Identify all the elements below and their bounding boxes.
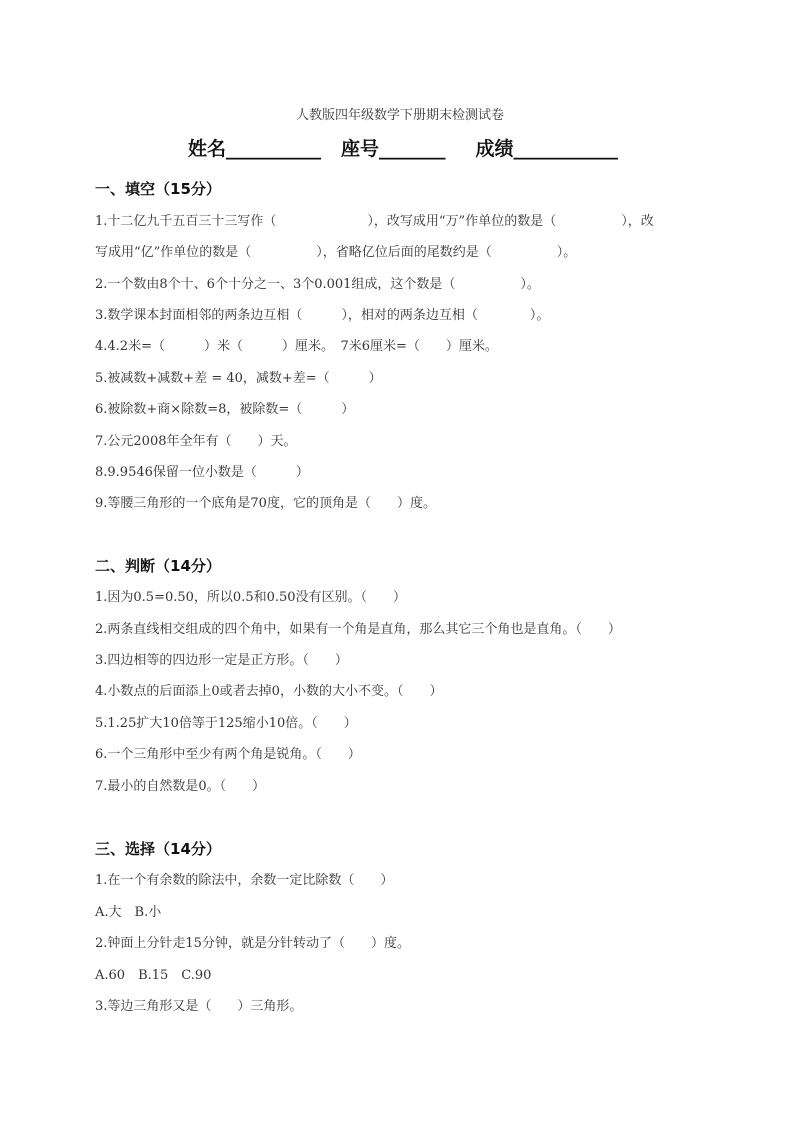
question-line: 5.1.25扩大10倍等于125缩小10倍。（ ） — [95, 716, 357, 731]
exam-title: 人教版四年级数学下册期末检测试卷 — [295, 108, 504, 123]
section-title-fill-blank: 一、填空（15分） — [95, 180, 221, 198]
question-line: 6.一个三角形中至少有两个角是锐角。（ ） — [95, 747, 361, 762]
question-line: 3.等边三角形又是（ ）三角形。 — [95, 999, 303, 1014]
question-line: 4.小数点的后面添上0或者去掉0，小数的大小不变。（ ） — [95, 684, 443, 699]
score-field[interactable]: 成绩___________ — [475, 138, 619, 160]
name-field[interactable]: 姓名__________ — [188, 138, 322, 160]
choice-options: A.大 B.小 — [95, 905, 162, 920]
question-line: 8.9.9546保留一位小数是（ ） — [95, 465, 309, 480]
question-line: 6.被除数+商×除数=8，被除数=（ ） — [95, 402, 355, 417]
question-line: 2.钟面上分针走15分钟，就是分针转动了（ ）度。 — [95, 936, 410, 951]
question-line: 7.公元2008年全年有（ ）天。 — [95, 434, 297, 449]
question-line: 4.4.2米=（ ）米（ ）厘米。 7米6厘米=（ ）厘米。 — [95, 339, 498, 354]
section-title-multiple-choice: 三、选择（14分） — [95, 840, 221, 858]
question-line: 7.最小的自然数是0。（ ） — [95, 779, 266, 794]
question-line: 2.一个数由8个十、6个十分之一、3个0.001组成，这个数是（ ）。 — [95, 277, 540, 292]
question-line: 1.因为0.5=0.50，所以0.5和0.50没有区别。（ ） — [95, 590, 407, 605]
question-line: 2.两条直线相交组成的四个角中，如果有一个角是直角，那么其它三个角也是直角。（ ） — [95, 622, 621, 637]
student-info-row — [188, 134, 628, 161]
question-line: 1.十二亿九千五百三十三写作（ ），改写成用“万”作单位的数是（ ），改 — [95, 214, 654, 229]
choice-options: A.60 B.15 C.90 — [95, 968, 212, 983]
question-line: 9.等腰三角形的一个底角是70度，它的顶角是（ ）度。 — [95, 496, 436, 511]
question-line: 3.四边相等的四边形一定是正方形。（ ） — [95, 653, 348, 668]
section-title-true-false: 二、判断（14分） — [95, 557, 221, 575]
question-line: 3.数学课本封面相邻的两条边互相（ ），相对的两条边互相（ ）。 — [95, 308, 550, 323]
seat-field[interactable]: 座号_______ — [341, 138, 446, 160]
question-line: 写成用“亿”作单位的数是（ ），省略亿位后面的尾数约是（ ）。 — [95, 245, 577, 260]
question-line: 1.在一个有余数的除法中，余数一定比除数（ ） — [95, 873, 394, 888]
question-line: 5.被减数+减数+差 = 40，减数+差=（ ） — [95, 371, 382, 386]
